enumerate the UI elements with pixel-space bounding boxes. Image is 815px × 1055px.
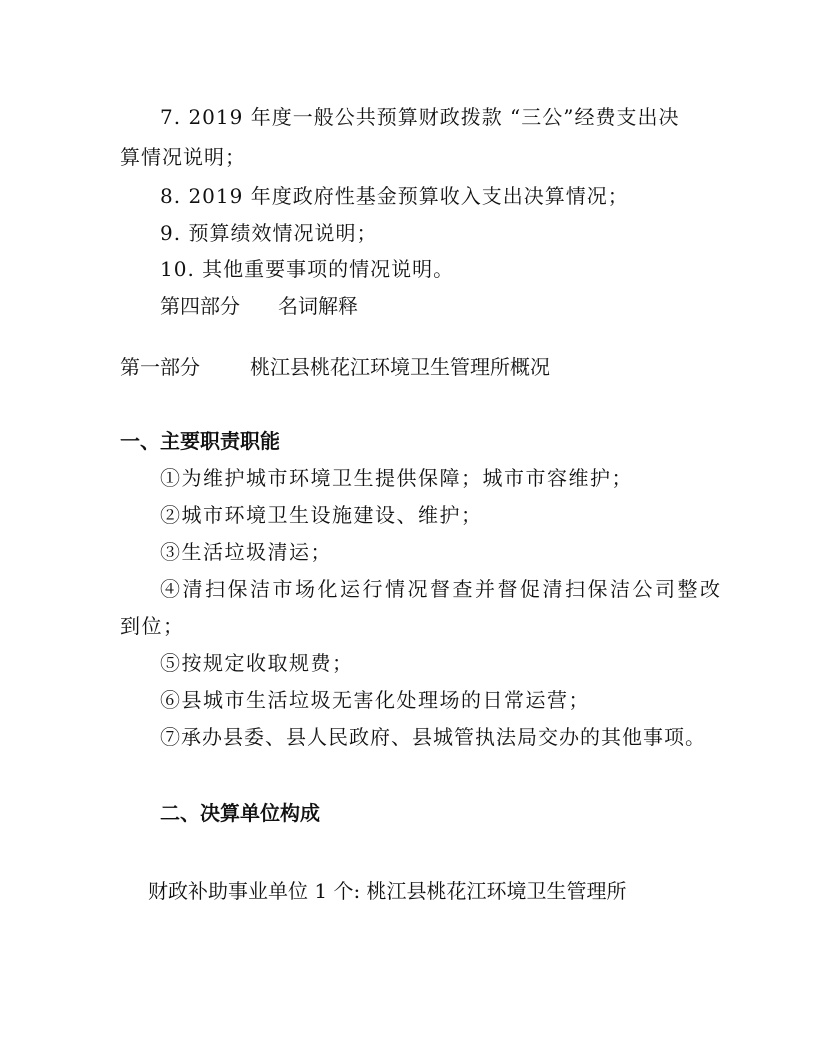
duty-item-6: ⑥县城市生活垃圾无害化处理场的日常运营； <box>160 688 590 712</box>
toc-part4-number: 第四部分 <box>160 294 240 318</box>
duty-item-2: ②城市环境卫生设施建设、维护； <box>160 503 483 527</box>
duty-item-4-line2: 到位； <box>120 614 185 638</box>
toc-item-8: 8. 2019 年度政府性基金预算收入支出决算情况； <box>160 184 629 208</box>
part1-title: 桃江县桃花江环境卫生管理所概况 <box>250 355 550 379</box>
toc-item-10: 10. 其他重要事项的情况说明。 <box>160 257 455 281</box>
toc-part4-title: 名词解释 <box>278 294 358 318</box>
toc-item-7-line2: 算情况说明； <box>120 145 246 169</box>
duty-item-1: ①为维护城市环境卫生提供保障；城市市容维护； <box>160 466 633 490</box>
duty-item-5: ⑤按规定收取规费； <box>160 651 354 675</box>
duty-item-3: ③生活垃圾清运； <box>160 540 332 564</box>
duty-item-4-line1: ④清扫保洁市场化运行情况督查并督促清扫保洁公司整改 <box>160 577 723 601</box>
section2-body: 财政补助事业单位 1 个: 桃江县桃花江环境卫生管理所 <box>148 879 627 903</box>
toc-item-9: 9. 预算绩效情况说明； <box>160 221 378 245</box>
toc-item-7-line1: 7. 2019 年度一般公共预算财政拨款 “三公”经费支出决 <box>160 105 680 129</box>
section2-heading: 二、决算单位构成 <box>160 801 320 825</box>
part1-number: 第一部分 <box>120 355 200 379</box>
duty-item-7: ⑦承办县委、县人民政府、县城管执法局交办的其他事项。 <box>160 725 706 749</box>
section1-heading: 一、主要职责职能 <box>120 429 280 453</box>
